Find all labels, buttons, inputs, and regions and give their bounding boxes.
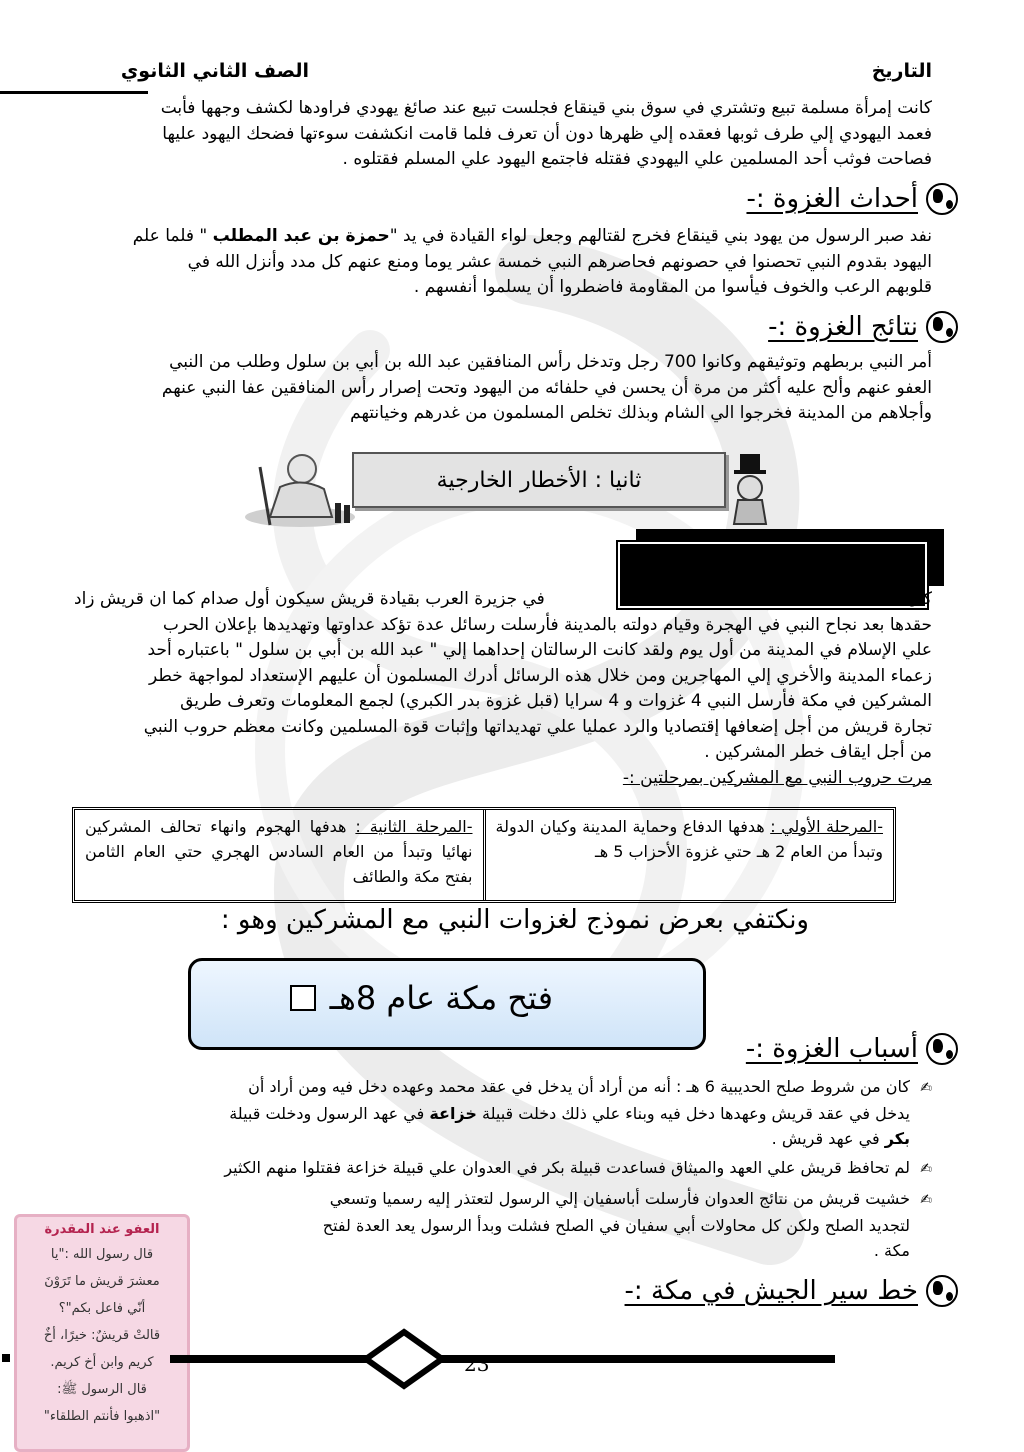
intro-paragraph [74, 96, 932, 173]
intro-line: كانت إمرأة مسلمة تبيع وتشتري في سوق بني قينقاع فجلست تبيع عند صائغ يهودي فراودها لكشف وجهها فأبت [160, 98, 932, 118]
events-heading-text: أحداث الغزوة :- [746, 184, 918, 214]
quote-title: العفو عند المقدرة [44, 1222, 160, 1237]
quote-line: قال رسول الله :"يا [50, 1247, 154, 1262]
external-text: حقدها بعد نجاح النبي في الهجرة وقيام دولته بالمدينة فأرسلت رسائل عدة تؤكد عداوتها وتهديدها بإعلان الحرب [162, 614, 932, 635]
stage-one-cell [483, 810, 894, 900]
globe-icon [926, 1275, 958, 1307]
pencil-icon: ✍ [920, 1080, 932, 1096]
stage-two-label: -المرحلة الثانية : [355, 817, 473, 836]
external-start: كان [906, 589, 932, 609]
stage-one-text: هدفها الدفاع وحماية المدينة وكيان الدولة وتبدأ من العام 2 هـ حتي غزوة الأحزاب 5 هـ [495, 817, 883, 861]
bakr-name: بكر [884, 1129, 910, 1148]
quote-line: قالتْ قريشٌ: خيرًا، أخٌ [43, 1328, 161, 1343]
events-paragraph [74, 224, 932, 301]
banner-title: ثانيا : الأخطار الخارجية [436, 467, 642, 493]
external-text: من أجل ايقاف خطر المشركين . [704, 742, 932, 762]
events-text: " فلما علم [132, 226, 208, 246]
pencil-icon: ✍ [920, 1192, 932, 1208]
top-hat-figure-icon [718, 450, 778, 530]
march-heading-text: خط سير الجيش في مكة :- [624, 1276, 918, 1306]
checkbox-icon [290, 985, 316, 1011]
banner-scroll [352, 452, 726, 508]
cause-text: في عهد قريش . [771, 1129, 880, 1148]
cause-text: لم تحافظ قريش علي العهد والميثاق فساعدت قبيلة بكر في العدوان علي قبيلة خزاعة فقتلوا منهم الكثير [224, 1158, 910, 1177]
external-text: علي الإسلام في المدينة من أول يوم ولقد كانت الرسالتان إحداهما إلي " عبد الله بن أبي بن سلول " باعتباره أحد [147, 640, 932, 660]
quote-line: معشرَ قريش ما تَرَوْنَ [44, 1274, 160, 1289]
cause-item [74, 1074, 932, 1151]
khuzaa-name: خزاعة [429, 1104, 477, 1123]
grade-title: الصف الثاني الثانوي [120, 60, 309, 82]
cause-text: خشيت قريش من نتائج العدوان فأرسلت أباسفيان إلي الرسول لتعتذر إليه رسميا وتسعي [329, 1189, 910, 1208]
cause-text: مكة . [873, 1241, 910, 1260]
quote-line: قال الرسول ﷺ: [57, 1382, 147, 1397]
date-label: التاريخ [871, 60, 932, 82]
stages-table [72, 807, 896, 903]
cause-item [74, 1155, 932, 1182]
march-heading [625, 1275, 958, 1307]
events-heading [746, 183, 958, 215]
external-text: تجارة قريش من أجل إضعافها إقتصاديا والرد عمليا علي تهديداتها وإثبات قوة المسلمين وكانت معظم حروب النبي [143, 716, 932, 737]
stage-one-label: -المرحلة الأولي : [770, 817, 883, 836]
intro-line: فعمد اليهودي إلي طرف ثوبها فعقده إلي ظهرها دون أن تعرف فلما قامت انكشفت سوءتها فضحك اليهود عليها [162, 123, 932, 144]
globe-icon [926, 1033, 958, 1065]
causes-heading-text: أسباب الغزوة :- [745, 1034, 918, 1064]
diamond-ornament-icon [362, 1328, 446, 1390]
external-text: زعماء المدينة والأخري إلي المهاجرين ومن خلال هذه الرسائل أدرك المسلمون أن عليهم الإستعداد لمواجهة خطر [148, 665, 932, 686]
pencil-icon: ✍ [920, 1161, 932, 1177]
globe-icon [926, 311, 958, 343]
quote-line: أنّي فاعل بكم"؟ [58, 1301, 146, 1316]
globe-icon [926, 183, 958, 215]
footer-dot [2, 1354, 10, 1362]
external-paragraph [74, 587, 932, 791]
conquest-title: فتح مكة عام 8هـ [329, 979, 553, 1017]
quote-line: "اذهبوا فأنتم الطلقاء" [43, 1409, 161, 1424]
cause-text: لتجديد الصلح ولكن كل محاولات أبي سفيان في الصلح فشلت وبدأ الرسول يعد العدة لفتح [322, 1216, 910, 1235]
events-text: نفد صبر الرسول من يهود بني قينقاع فخرج لقتالهم وجعل لواء القيادة في يد " [389, 226, 932, 246]
quote-line: كريم وابن أخ كريم. [50, 1355, 154, 1370]
footer-rule [170, 1355, 835, 1363]
events-text: اليهود بقدوم النبي تحصنوا في حصونهم فحاصرهم النبي خمسة عشر يوما ومنع عنهم كل مدد وأنزل الله في [187, 251, 932, 272]
model-line: ونكتفي بعرض نموذج لغزوات النبي مع المشركين وهو : [220, 905, 809, 935]
cause-text: في عهد الرسول ودخلت قبيلة [229, 1104, 425, 1123]
cause-item [210, 1186, 932, 1263]
results-text: العفو عنهم وألح عليه أكثر من مرة أن يحسن في حلفائه من اليهود وتحت إصرار رأس المنافقين عفا النبي عنهم [161, 377, 932, 398]
results-paragraph [74, 350, 932, 427]
header-rule [0, 91, 148, 94]
cause-text: كان من شروط صلح الحديبية 6 هـ : أنه من أراد أن يدخل في عقد محمد وعهده دخل فيه ومن أراد أن [248, 1077, 910, 1096]
events-text: قلوبهم الرعب والخوف فيأسوا من المقاومة فاضطروا أن يسلموا أنفسهم . [413, 277, 932, 297]
forgiveness-quote-box [14, 1214, 190, 1452]
causes-heading [746, 1033, 958, 1065]
results-text: وأجلاهم من المدينة فخرجوا الي الشام وبذلك تخلص المسلمون من غدرهم وخيانتهم [350, 403, 932, 423]
intro-line: فصاحت فوثب أحد المسلمين علي اليهودي فقتله فاجتمع اليهود علي المسلم فقتلوه . [342, 149, 932, 169]
stage-two-cell [75, 810, 483, 900]
results-heading-text: نتائج الغزوة :- [768, 312, 918, 342]
stage-two-text: هدفها الهجوم وانهاء تحالف المشركين نهائيا وتبدأ من العام السادس الهجري حتي العام الثامن بفتح مكة والطائف [85, 817, 473, 886]
external-text: في جزيرة العرب بقيادة قريش سيكون أول صدام كما ان قريش زاد [74, 589, 545, 609]
conquest-box [188, 958, 706, 1050]
page-number: 23 [464, 1352, 490, 1376]
results-text: أمر النبي بربطهم وتوثيقهم وكانوا 700 رجل وتدخل رأس المنافقين عبد الله بن أبي بن سلول وطلب من النبي [169, 352, 932, 372]
results-heading [768, 311, 958, 343]
stages-intro: مرت حروب النبي مع المشركين بمرحلتين :- [622, 767, 932, 788]
thinker-figure-icon [240, 447, 360, 531]
hamza-name: حمزة بن عبد المطلب [212, 226, 390, 246]
external-text: المشركين في مكة فأرسل النبي 4 غزوات و 4 سرايا (قبل غزوة بدر الكبري) لجمع المعلومات وتعرف طريق [180, 691, 932, 711]
cause-text: يدخل في عقد قريش وعهدها دخل فيه وبناء علي ذلك دخلت قبيلة [482, 1104, 910, 1123]
